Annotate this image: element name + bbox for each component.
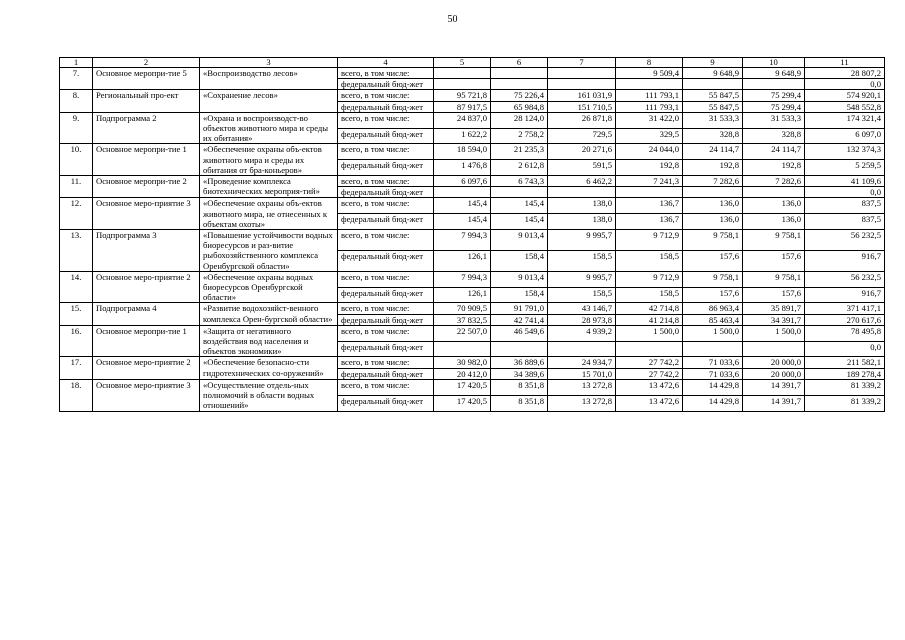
amount-cell: 157,6 [683,287,743,303]
amount-cell: 15 701,0 [548,368,616,379]
amount-cell: 9 013,4 [491,230,548,251]
amount-cell: 158,5 [548,250,616,271]
amount-cell [491,68,548,79]
amount-cell: 1 500,0 [683,325,743,341]
amount-cell [616,341,683,357]
amount-cell: 9 758,1 [683,230,743,251]
amount-cell: 13 272,8 [548,379,616,395]
amount-cell: 138,0 [548,214,616,230]
amount-cell: 837,5 [805,214,885,230]
amount-cell: 8 351,8 [491,395,548,411]
amount-cell: 20 000,0 [743,368,805,379]
amount-cell: 71 033,6 [683,368,743,379]
item-name: Основное меро-приятие 2 [93,357,200,379]
amount-cell [491,79,548,90]
amount-cell [548,68,616,79]
amount-cell: 14 391,7 [743,379,805,395]
amount-cell: 158,5 [616,287,683,303]
amount-cell [743,341,805,357]
funding-source: всего, в том числе: [338,303,434,314]
amount-cell [548,341,616,357]
amount-cell: 21 235,3 [491,144,548,160]
table-row [60,198,885,214]
funding-source: всего, в том числе: [338,357,434,368]
amount-cell: 126,1 [434,250,491,271]
amount-cell: 136,0 [683,198,743,214]
item-name: Основное меропри-тие 2 [93,176,200,198]
amount-cell: 28 124,0 [491,112,548,128]
amount-cell: 916,7 [805,250,885,271]
table-row [60,230,885,251]
amount-cell: 87 917,5 [434,101,491,112]
amount-cell: 14 429,8 [683,395,743,411]
item-name: Основное меро-приятие 3 [93,379,200,411]
amount-cell: 41 214,8 [616,314,683,325]
amount-cell: 7 994,3 [434,230,491,251]
amount-cell: 91 791,0 [491,303,548,314]
amount-cell: 9 648,9 [683,68,743,79]
funding-source: федеральный бюд-жет [338,314,434,325]
row-number: 8. [60,90,93,112]
amount-cell: 24 114,7 [683,144,743,160]
amount-cell: 95 721,8 [434,90,491,101]
funding-source: федеральный бюд-жет [338,79,434,90]
amount-cell: 548 552,8 [805,101,885,112]
amount-cell: 328,8 [683,128,743,144]
amount-cell: 6 097,6 [434,176,491,187]
item-title: «Проведение комплекса биотехнических мероприя-тий» [200,176,338,198]
amount-cell: 151 710,5 [548,101,616,112]
funding-source: федеральный бюд-жет [338,214,434,230]
amount-cell: 0,0 [805,341,885,357]
amount-cell [548,79,616,90]
amount-cell: 75 299,4 [743,101,805,112]
funding-source: федеральный бюд-жет [338,187,434,198]
funding-source: федеральный бюд-жет [338,287,434,303]
amount-cell [616,79,683,90]
item-title: «Обеспечение охраны объ-ектов животного мира, не отнесенных к объектам охоты» [200,198,338,230]
amount-cell: 189 278,4 [805,368,885,379]
table-row [60,271,885,287]
amount-cell: 7 994,3 [434,271,491,287]
amount-cell: 86 963,4 [683,303,743,314]
budget-table [59,57,885,412]
amount-cell: 13 272,8 [548,395,616,411]
amount-cell [616,187,683,198]
amount-cell: 136,7 [616,198,683,214]
amount-cell: 75 299,4 [743,90,805,101]
amount-cell: 192,8 [616,160,683,176]
amount-cell: 8 351,8 [491,379,548,395]
amount-cell: 34 391,7 [743,314,805,325]
amount-cell: 31 533,3 [743,112,805,128]
amount-cell [683,341,743,357]
amount-cell: 729,5 [548,128,616,144]
row-number: 15. [60,303,93,325]
amount-cell: 1 500,0 [743,325,805,341]
row-number: 14. [60,271,93,303]
amount-cell: 56 232,5 [805,271,885,287]
item-name: Основное меропри-тие 5 [93,68,200,90]
item-title: «Охрана и воспроизводст-во объектов животного мира и среды их обитания» [200,112,338,144]
amount-cell: 9 013,4 [491,271,548,287]
item-name: Основное меро-приятие 3 [93,198,200,230]
amount-cell: 574 920,1 [805,90,885,101]
amount-cell: 192,8 [743,160,805,176]
amount-cell: 81 339,2 [805,379,885,395]
table-row [60,357,885,368]
amount-cell: 7 282,6 [743,176,805,187]
table-row [60,303,885,314]
amount-cell: 0,0 [805,79,885,90]
amount-cell: 42 714,8 [616,303,683,314]
item-name: Подпрограмма 3 [93,230,200,272]
amount-cell [743,187,805,198]
column-header: 10 [743,58,805,68]
amount-cell: 9 758,1 [683,271,743,287]
item-name: Подпрограмма 4 [93,303,200,325]
amount-cell: 41 109,6 [805,176,885,187]
table-row [60,90,885,101]
funding-source: всего, в том числе: [338,198,434,214]
amount-cell: 28 973,8 [548,314,616,325]
amount-cell: 157,6 [683,250,743,271]
amount-cell: 20 412,0 [434,368,491,379]
amount-cell: 24 934,7 [548,357,616,368]
amount-cell: 136,7 [616,214,683,230]
table-header [60,58,885,68]
column-header: 1 [60,58,93,68]
amount-cell: 158,4 [491,250,548,271]
funding-source: всего, в том числе: [338,271,434,287]
amount-cell: 28 807,2 [805,68,885,79]
amount-cell: 46 549,6 [491,325,548,341]
amount-cell: 174 321,4 [805,112,885,128]
column-header: 11 [805,58,885,68]
item-name: Основное меропри-тие 1 [93,325,200,357]
item-title: «Сохранение лесов» [200,90,338,112]
amount-cell: 24 044,0 [616,144,683,160]
amount-cell: 111 793,1 [616,101,683,112]
amount-cell: 138,0 [548,198,616,214]
amount-cell: 837,5 [805,198,885,214]
item-title: «Обеспечение охраны водных биоресурсов Оренбургской области» [200,271,338,303]
row-number: 9. [60,112,93,144]
funding-source: всего, в том числе: [338,68,434,79]
row-number: 13. [60,230,93,272]
amount-cell: 145,4 [434,214,491,230]
amount-cell: 1 622,2 [434,128,491,144]
amount-cell: 37 832,5 [434,314,491,325]
amount-cell: 7 282,6 [683,176,743,187]
amount-cell: 20 000,0 [743,357,805,368]
funding-source: всего, в том числе: [338,112,434,128]
item-name: Основное меро-приятие 2 [93,271,200,303]
table-row [60,144,885,160]
amount-cell: 7 241,3 [616,176,683,187]
column-header: 2 [93,58,200,68]
amount-cell: 20 271,6 [548,144,616,160]
amount-cell: 13 472,6 [616,395,683,411]
amount-cell: 14 391,7 [743,395,805,411]
item-title: «Осуществление отдель-ных полномочий в области водных отношений» [200,379,338,411]
amount-cell: 6 097,0 [805,128,885,144]
amount-cell: 65 984,8 [491,101,548,112]
amount-cell: 17 420,5 [434,395,491,411]
amount-cell: 270 617,6 [805,314,885,325]
amount-cell: 9 712,9 [616,271,683,287]
amount-cell: 6 743,3 [491,176,548,187]
amount-cell: 126,1 [434,287,491,303]
amount-cell [434,341,491,357]
funding-source: федеральный бюд-жет [338,250,434,271]
table-row [60,68,885,79]
funding-source: всего, в том числе: [338,379,434,395]
amount-cell: 2 758,2 [491,128,548,144]
amount-cell: 328,8 [743,128,805,144]
row-number: 11. [60,176,93,198]
amount-cell: 24 114,7 [743,144,805,160]
row-number: 16. [60,325,93,357]
table-row [60,325,885,341]
amount-cell: 158,5 [616,250,683,271]
amount-cell: 13 472,6 [616,379,683,395]
amount-cell [683,187,743,198]
amount-cell: 145,4 [491,214,548,230]
funding-source: всего, в том числе: [338,90,434,101]
amount-cell: 145,4 [491,198,548,214]
funding-source: всего, в том числе: [338,230,434,251]
amount-cell: 161 031,9 [548,90,616,101]
amount-cell [434,187,491,198]
amount-cell: 18 594,0 [434,144,491,160]
funding-source: федеральный бюд-жет [338,160,434,176]
funding-source: федеральный бюд-жет [338,128,434,144]
item-name: Основное меропри-тие 1 [93,144,200,176]
amount-cell: 36 889,6 [491,357,548,368]
amount-cell: 5 259,5 [805,160,885,176]
row-number: 17. [60,357,93,379]
amount-cell: 9 712,9 [616,230,683,251]
amount-cell: 75 226,4 [491,90,548,101]
amount-cell: 24 837,0 [434,112,491,128]
item-title: «Защита от негативного воздействия вод населения и объектов экономики» [200,325,338,357]
amount-cell: 34 389,6 [491,368,548,379]
row-number: 10. [60,144,93,176]
row-number: 7. [60,68,93,90]
amount-cell: 30 982,0 [434,357,491,368]
amount-cell: 9 758,1 [743,271,805,287]
column-header: 3 [200,58,338,68]
funding-source: всего, в том числе: [338,325,434,341]
amount-cell: 27 742,2 [616,368,683,379]
item-name: Региональный про-ект [93,90,200,112]
funding-source: федеральный бюд-жет [338,368,434,379]
amount-cell: 22 507,0 [434,325,491,341]
amount-cell: 1 500,0 [616,325,683,341]
amount-cell [743,79,805,90]
funding-source: федеральный бюд-жет [338,395,434,411]
amount-cell: 42 741,4 [491,314,548,325]
amount-cell: 70 909,5 [434,303,491,314]
column-header: 5 [434,58,491,68]
amount-cell [683,79,743,90]
amount-cell: 136,0 [743,214,805,230]
amount-cell: 9 995,7 [548,271,616,287]
amount-cell: 136,0 [743,198,805,214]
item-title: «Обеспечение безопасно-сти гидротехнических со-оружений» [200,357,338,379]
item-title: «Повышение устойчивости водных биоресурсов и раз-витие рыбохозяйственного комплекса Оренбургской области» [200,230,338,272]
amount-cell: 329,5 [616,128,683,144]
amount-cell: 157,6 [743,287,805,303]
amount-cell: 31 422,0 [616,112,683,128]
item-name: Подпрограмма 2 [93,112,200,144]
amount-cell: 14 429,8 [683,379,743,395]
amount-cell: 111 793,1 [616,90,683,101]
amount-cell: 6 462,2 [548,176,616,187]
funding-source: всего, в том числе: [338,144,434,160]
amount-cell: 81 339,2 [805,395,885,411]
amount-cell: 158,4 [491,287,548,303]
amount-cell: 56 232,5 [805,230,885,251]
funding-source: всего, в том числе: [338,176,434,187]
amount-cell: 9 648,9 [743,68,805,79]
amount-cell: 2 612,8 [491,160,548,176]
column-header: 7 [548,58,616,68]
amount-cell: 27 742,2 [616,357,683,368]
amount-cell: 9 995,7 [548,230,616,251]
amount-cell: 916,7 [805,287,885,303]
amount-cell: 1 476,8 [434,160,491,176]
amount-cell: 211 582,1 [805,357,885,368]
amount-cell [548,187,616,198]
column-header: 4 [338,58,434,68]
amount-cell: 78 495,8 [805,325,885,341]
amount-cell: 0,0 [805,187,885,198]
table-row [60,176,885,187]
amount-cell: 192,8 [683,160,743,176]
row-number: 18. [60,379,93,411]
amount-cell: 9 509,4 [616,68,683,79]
amount-cell: 157,6 [743,250,805,271]
funding-source: федеральный бюд-жет [338,341,434,357]
amount-cell: 31 533,3 [683,112,743,128]
table-body [60,68,885,412]
amount-cell: 136,0 [683,214,743,230]
amount-cell: 591,5 [548,160,616,176]
column-header: 6 [491,58,548,68]
amount-cell: 35 891,7 [743,303,805,314]
amount-cell: 55 847,5 [683,101,743,112]
table-row [60,112,885,128]
amount-cell: 158,5 [548,287,616,303]
column-header: 9 [683,58,743,68]
column-header: 8 [616,58,683,68]
amount-cell [491,187,548,198]
amount-cell: 26 871,8 [548,112,616,128]
amount-cell [434,68,491,79]
amount-cell: 4 939,2 [548,325,616,341]
item-title: «Развитие водохозяйст-венного комплекса Орен-бургской области» [200,303,338,325]
amount-cell: 132 374,3 [805,144,885,160]
amount-cell [434,79,491,90]
amount-cell: 55 847,5 [683,90,743,101]
amount-cell: 17 420,5 [434,379,491,395]
amount-cell: 9 758,1 [743,230,805,251]
item-title: «Воспроизводство лесов» [200,68,338,90]
amount-cell: 43 146,7 [548,303,616,314]
amount-cell: 145,4 [434,198,491,214]
amount-cell: 71 033,6 [683,357,743,368]
row-number: 12. [60,198,93,230]
table-row [60,379,885,395]
amount-cell: 371 417,1 [805,303,885,314]
amount-cell: 85 463,4 [683,314,743,325]
item-title: «Обеспечение охраны объ-ектов животного мира и среды их обитания от бра-коньеров» [200,144,338,176]
page-number: 50 [447,14,458,25]
funding-source: федеральный бюд-жет [338,101,434,112]
amount-cell [491,341,548,357]
